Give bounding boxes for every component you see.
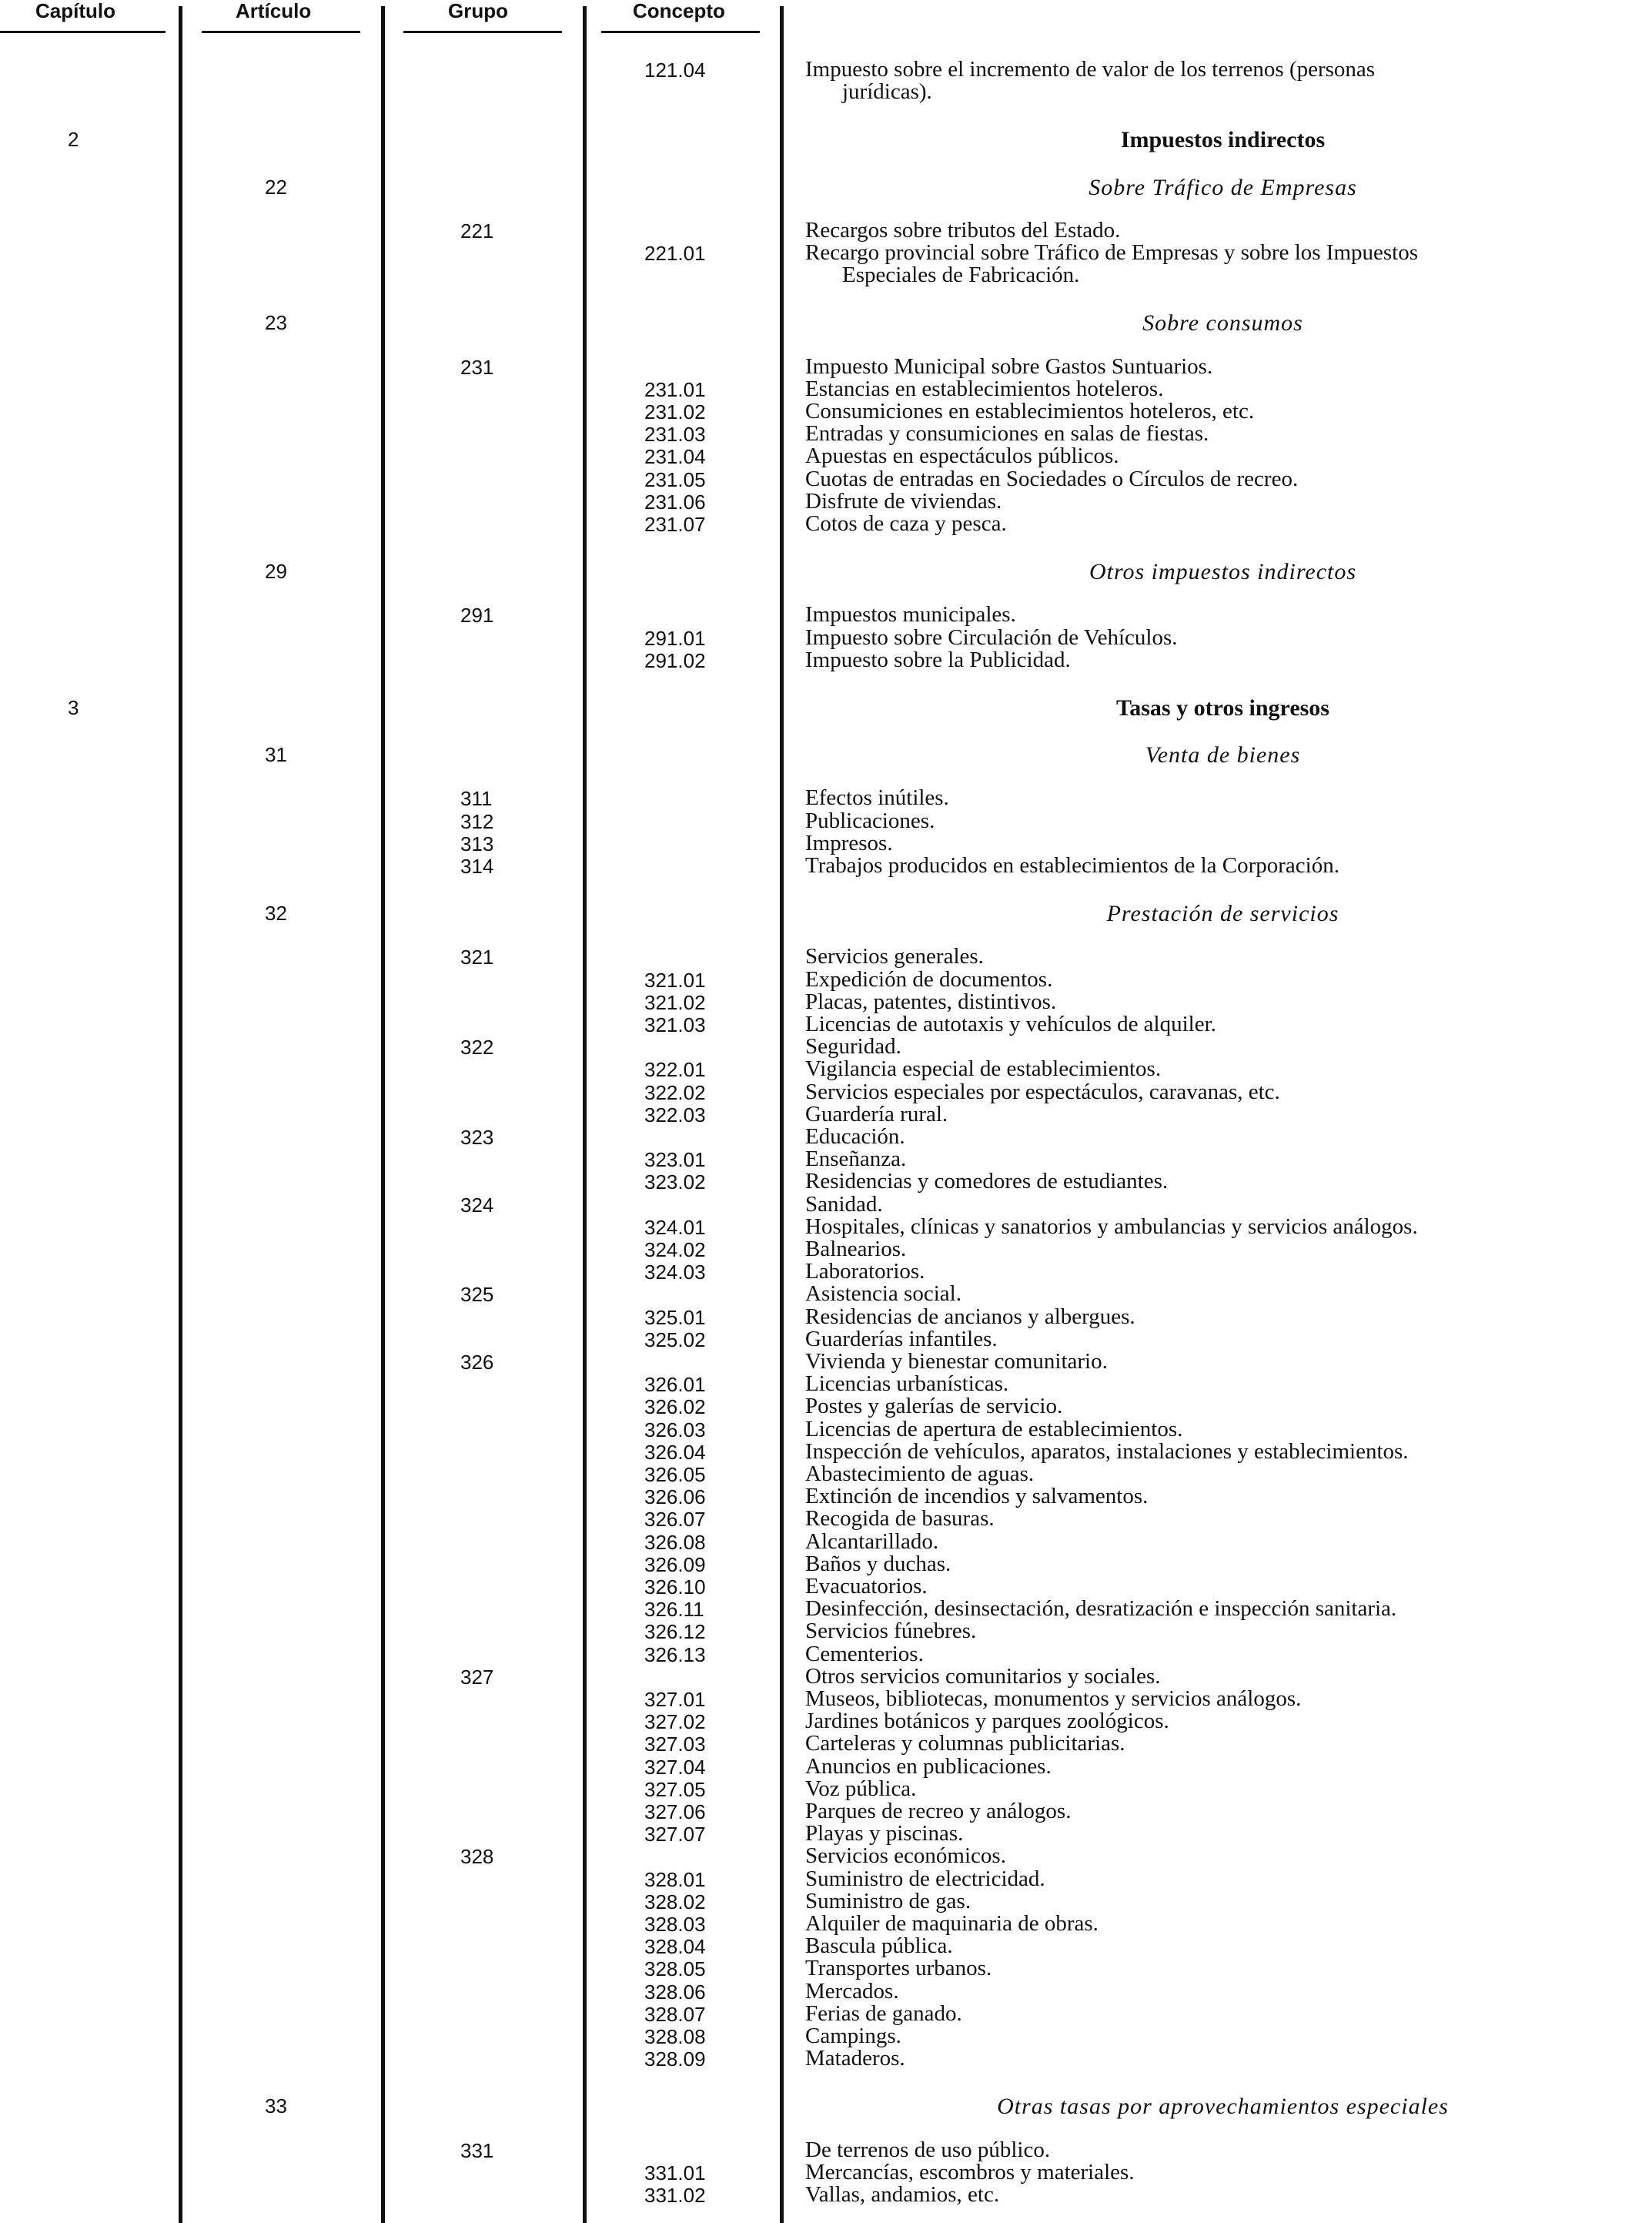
concepto-code: 326.01 [644,1373,706,1396]
concepto-code: 328.08 [644,2025,706,2048]
concept-description [805,627,1644,649]
section-heading: Venta de bienes [1145,742,1301,768]
concepto-code: 328.04 [644,1935,706,1958]
description-text: Servicios fúnebres. [805,1619,977,1643]
grupo-code: 313 [460,832,494,855]
description-text: Suministro de gas. [805,1889,971,1913]
concept-description [805,1351,1644,1373]
concepto-code: 331.02 [644,2184,706,2207]
description-text: Voz pública. [805,1776,917,1801]
concepto-code: 326.04 [644,1441,706,1464]
concept-description [805,1980,1644,2003]
concepto-code: 322.03 [644,1103,706,1127]
description-text: Abastecimiento de aguas. [805,1461,1035,1486]
articulo-code: 22 [265,176,287,199]
description-text: Mercancías, escombros y materiales. [805,2160,1135,2184]
concept-description [805,513,1644,535]
concept-description [805,1485,1644,1508]
concepto-code: 326.07 [644,1508,706,1531]
concept-description [805,946,1644,968]
description-text: Museos, bibliotecas, monumentos y servicios análogos. [805,1686,1302,1711]
concept-description [805,2025,1644,2047]
grupo-code: 324 [460,1194,494,1217]
concept-description [805,219,1644,242]
description-text: Anuncios en publicaciones. [805,1754,1052,1779]
concept-description [805,855,1644,877]
description-text: Alquiler de maquinaria de obras. [805,1911,1099,1936]
concept-description [805,1463,1644,1485]
description-continuation: Especiales de Fabricación. [842,263,1080,287]
concept-description [805,991,1644,1013]
description-text: Playas y piscinas. [805,1821,964,1846]
description-text: Asistencia social. [805,1281,961,1306]
concept-description [805,1036,1644,1058]
description-text: Impuesto sobre el incremento de valor de los terrenos (personas [805,57,1376,82]
grupo-code: 321 [460,946,494,969]
concept-description [805,1216,1644,1238]
description-text: Evacuatorios. [805,1574,928,1599]
description-text: Cementerios. [805,1642,924,1666]
concepto-code: 326.11 [644,1598,704,1621]
description-text: Vallas, andamios, etc. [805,2182,1000,2207]
grupo-code: 291 [460,604,494,627]
description-text: Residencias y comedores de estudiantes. [805,1169,1169,1194]
description-text: Disfrute de viviendas. [805,489,1002,514]
concepto-code: 328.01 [644,1868,706,1891]
concepto-code: 326.05 [644,1463,706,1486]
concepto-code: 291.02 [644,649,706,672]
description-text: Cotos de caza y pesca. [805,511,1007,536]
concept-description [805,604,1644,626]
description-text: Recargos sobre tributos del Estado. [805,218,1121,243]
concepto-code: 325.02 [644,1328,706,1351]
grupo-code: 231 [460,356,494,379]
description-text: Recargo provincial sobre Tráfico de Empresas y sobre los Impuestos [805,240,1418,265]
concept-description [805,1575,1644,1598]
section-heading: Otras tasas por aprovechamientos especiales [997,2094,1449,2119]
concepto-code: 321.03 [644,1013,706,1036]
concept-description [805,1013,1644,1036]
header-concepto: Concepto [633,0,725,22]
concept-description [805,1868,1644,1890]
concepto-code: 326.09 [644,1553,706,1576]
concepto-code: 323.01 [644,1148,706,1171]
concepto-code: 328.07 [644,2003,706,2026]
concepto-code: 322.02 [644,1081,706,1104]
description-continuation: jurídicas). [842,79,932,104]
concept-description [805,1260,1644,1283]
concepto-code: 328.09 [644,2047,706,2071]
concepto-code: 326.02 [644,1395,706,1418]
section-heading: Tasas y otros ingresos [1115,695,1329,721]
concepto-code: 326.06 [644,1485,706,1508]
concept-description [805,1170,1644,1193]
grupo-code: 312 [460,810,494,833]
concept-description [805,1058,1644,1080]
concept-description [805,1126,1644,1148]
grupo-code: 327 [460,1666,494,1689]
concept-description [805,649,1644,671]
concept-description [805,1418,1644,1441]
concepto-code: 322.01 [644,1058,706,1081]
concepto-code: 327.04 [644,1756,706,1779]
concept-description [805,356,1644,378]
description-text: Placas, patentes, distintivos. [805,989,1057,1014]
concept-description [805,1553,1644,1575]
concept-description [805,468,1644,490]
concept-description [805,969,1644,991]
concept-description [805,490,1644,513]
description-text: Expedición de documentos. [805,967,1053,992]
concept-description [805,378,1644,400]
concept-description [805,1800,1644,1823]
description-text: Seguridad. [805,1034,901,1059]
concept-description [805,1283,1644,1305]
concepto-code: 221.01 [644,242,706,265]
concept-description [805,810,1644,832]
description-text: Servicios generales. [805,944,984,969]
concepto-code: 321.01 [644,969,706,992]
description-text: De terrenos de uso público. [805,2138,1051,2162]
concepto-code: 231.05 [644,468,706,491]
grupo-code: 323 [460,1126,494,1149]
description-text: Recogida de basuras. [805,1506,995,1531]
header-grupo: Grupo [448,0,508,22]
concept-description [805,1688,1644,1710]
description-text: Entradas y consumiciones en salas de fiestas. [805,421,1209,446]
description-text: Impuesto sobre Circulación de Vehículos. [805,625,1178,650]
description-text: Licencias de apertura de establecimientos. [805,1417,1183,1441]
grupo-code: 322 [460,1036,494,1059]
concept-description [805,423,1644,445]
concepto-code: 324.03 [644,1260,706,1284]
grupo-code: 331 [460,2139,494,2162]
description-text: Sanidad. [805,1192,883,1217]
concepto-code: 327.07 [644,1823,706,1846]
concepto-code: 326.08 [644,1531,706,1554]
grupo-code: 314 [460,855,494,878]
concepto-code: 327.03 [644,1733,706,1756]
description-text: Cuotas de entradas en Sociedades o Círculos de recreo. [805,467,1299,491]
description-text: Bascula pública. [805,1933,953,1958]
concept-description [805,1306,1644,1328]
concept-description [805,445,1644,467]
concepto-code: 231.02 [644,400,706,424]
concept-description [805,832,1644,855]
description-text: Educación. [805,1124,905,1149]
concept-description [805,1756,1644,1778]
concept-description [805,787,1644,809]
concepto-code: 328.05 [644,1957,706,1980]
concepto-code: 326.03 [644,1418,706,1441]
concepto-code: 331.01 [644,2161,706,2184]
concepto-code: 327.05 [644,1778,706,1801]
description-text: Enseñanza. [805,1147,907,1171]
concept-description [805,1733,1644,1755]
concept-description [805,2184,1644,2206]
concept-description [805,1373,1644,1395]
concept-description [805,1620,1644,1642]
concepto-code: 328.06 [644,1980,706,2004]
description-text: Servicios especiales por espectáculos, caravanas, etc. [805,1080,1280,1104]
grupo-code: 328 [460,1845,494,1868]
capitulo-code: 2 [68,128,79,151]
section-heading: Prestación de servicios [1106,901,1339,926]
concept-description [805,1890,1644,1913]
concept-description [805,1395,1644,1418]
concepto-code: 324.02 [644,1238,706,1261]
grupo-code: 221 [460,219,494,243]
concepto-code: 291.01 [644,627,706,650]
concept-description [805,2139,1644,2161]
section-heading: Sobre Tráfico de Empresas [1089,175,1357,200]
concept-description [805,1081,1644,1103]
concepto-code: 326.13 [644,1643,706,1666]
concept-description [805,1823,1644,1845]
concepto-code: 323.02 [644,1170,706,1194]
description-text: Desinfección, desinsectación, desratización e inspección sanitaria. [805,1596,1397,1621]
concepto-code: 321.02 [644,991,706,1014]
concepto-code: 231.06 [644,490,706,514]
description-text: Ferias de ganado. [805,2001,962,2026]
description-text: Parques de recreo y análogos. [805,1799,1072,1823]
concept-description [805,1957,1644,1980]
description-text: Licencias urbanísticas. [805,1371,1009,1396]
concept-description [805,1598,1644,1620]
description-text: Otros servicios comunitarios y sociales. [805,1664,1161,1689]
concept-description [805,1103,1644,1126]
description-text: Inspección de vehículos, aparatos, instalaciones y establecimientos. [805,1439,1409,1464]
concept-description [805,1666,1644,1688]
concepto-code: 327.01 [644,1688,706,1711]
concepto-code: 327.06 [644,1800,706,1823]
articulo-code: 32 [265,902,287,925]
description-text: Transportes urbanos. [805,1956,992,1980]
grupo-code: 325 [460,1283,494,1306]
section-heading: Sobre consumos [1142,310,1303,336]
articulo-code: 31 [265,743,287,766]
description-text: Residencias de ancianos y albergues. [805,1304,1135,1329]
section-heading: Impuestos indirectos [1120,127,1326,152]
concepto-code: 325.01 [644,1306,706,1329]
description-text: Estancias en establecimientos hoteleros. [805,377,1164,401]
concept-description [805,1913,1644,1935]
description-text: Laboratorios. [805,1259,925,1284]
articulo-code: 23 [265,311,287,334]
concept-description [805,242,1644,286]
description-text: Impuestos municipales. [805,602,1016,627]
description-text: Vivienda y bienestar comunitario. [805,1349,1108,1374]
description-text: Postes y galerías de servicio. [805,1394,1063,1418]
concept-description [805,400,1644,423]
section-heading: Otros impuestos indirectos [1089,559,1357,584]
articulo-code: 33 [265,2094,287,2118]
description-text: Guarderías infantiles. [805,1327,998,1351]
concept-description [805,2003,1644,2025]
description-text: Mataderos. [805,2046,905,2071]
grupo-code: 326 [460,1351,494,1374]
description-text: Campings. [805,2024,901,2048]
concept-description [805,1643,1644,1666]
description-text: Efectos inútiles. [805,785,949,810]
description-text: Impuesto sobre la Publicidad. [805,648,1071,672]
description-text: Licencias de autotaxis y vehículos de alquiler. [805,1012,1216,1036]
description-text: Baños y duchas. [805,1552,951,1576]
articulo-code: 29 [265,560,287,583]
concepto-code: 231.04 [644,445,706,468]
concept-description [805,1710,1644,1733]
concepto-code: 231.07 [644,513,706,536]
concept-description [805,1508,1644,1530]
concepto-code: 121.04 [644,59,706,82]
concepto-code: 231.01 [644,378,706,401]
description-text: Extinción de incendios y salvamentos. [805,1484,1149,1508]
concept-description [805,1778,1644,1800]
description-text: Hospitales, clínicas y sanatorios y ambulancias y servicios análogos. [805,1214,1418,1239]
concept-description [805,2161,1644,2184]
description-text: Carteleras y columnas publicitarias. [805,1731,1125,1756]
concepto-code: 328.02 [644,1890,706,1913]
concept-description [805,1194,1644,1216]
description-text: Publicaciones. [805,809,935,833]
description-text: Mercados. [805,1979,899,2004]
description-text: Suministro de electricidad. [805,1866,1045,1891]
description-text: Alcantarillado. [805,1529,939,1554]
concept-description [805,1845,1644,1867]
description-text: Trabajos producidos en establecimientos de la Corporación. [805,853,1339,878]
description-text: Impresos. [805,831,893,855]
concept-description [805,1935,1644,1957]
capitulo-code: 3 [68,696,79,719]
concept-description [805,1148,1644,1170]
description-text: Impuesto Municipal sobre Gastos Suntuarios. [805,354,1213,379]
description-text: Balnearios. [805,1237,907,1261]
concepto-code: 326.12 [644,1620,706,1643]
description-text: Consumiciones en establecimientos hoteleros, etc. [805,399,1255,424]
concepto-code: 324.01 [644,1216,706,1239]
concepto-code: 328.03 [644,1913,706,1936]
grupo-code: 311 [460,787,493,810]
concept-description [805,2047,1644,2070]
concept-description [805,1328,1644,1351]
concepto-code: 326.10 [644,1575,706,1599]
description-text: Servicios económicos. [805,1843,1006,1868]
concepto-code: 327.02 [644,1710,706,1733]
concept-description [805,1531,1644,1553]
description-text: Apuestas en espectáculos públicos. [805,444,1119,468]
concepto-code: 231.03 [644,423,706,446]
concept-description [805,1238,1644,1260]
description-text: Vigilancia especial de establecimientos. [805,1056,1162,1081]
header-articulo: Artículo [236,0,312,22]
header-capitulo: Capítulo [35,0,115,22]
description-text: Guardería rural. [805,1102,948,1127]
concept-description [805,59,1644,103]
description-text: Jardines botánicos y parques zoológicos. [805,1709,1169,1733]
concept-description [805,1441,1644,1463]
